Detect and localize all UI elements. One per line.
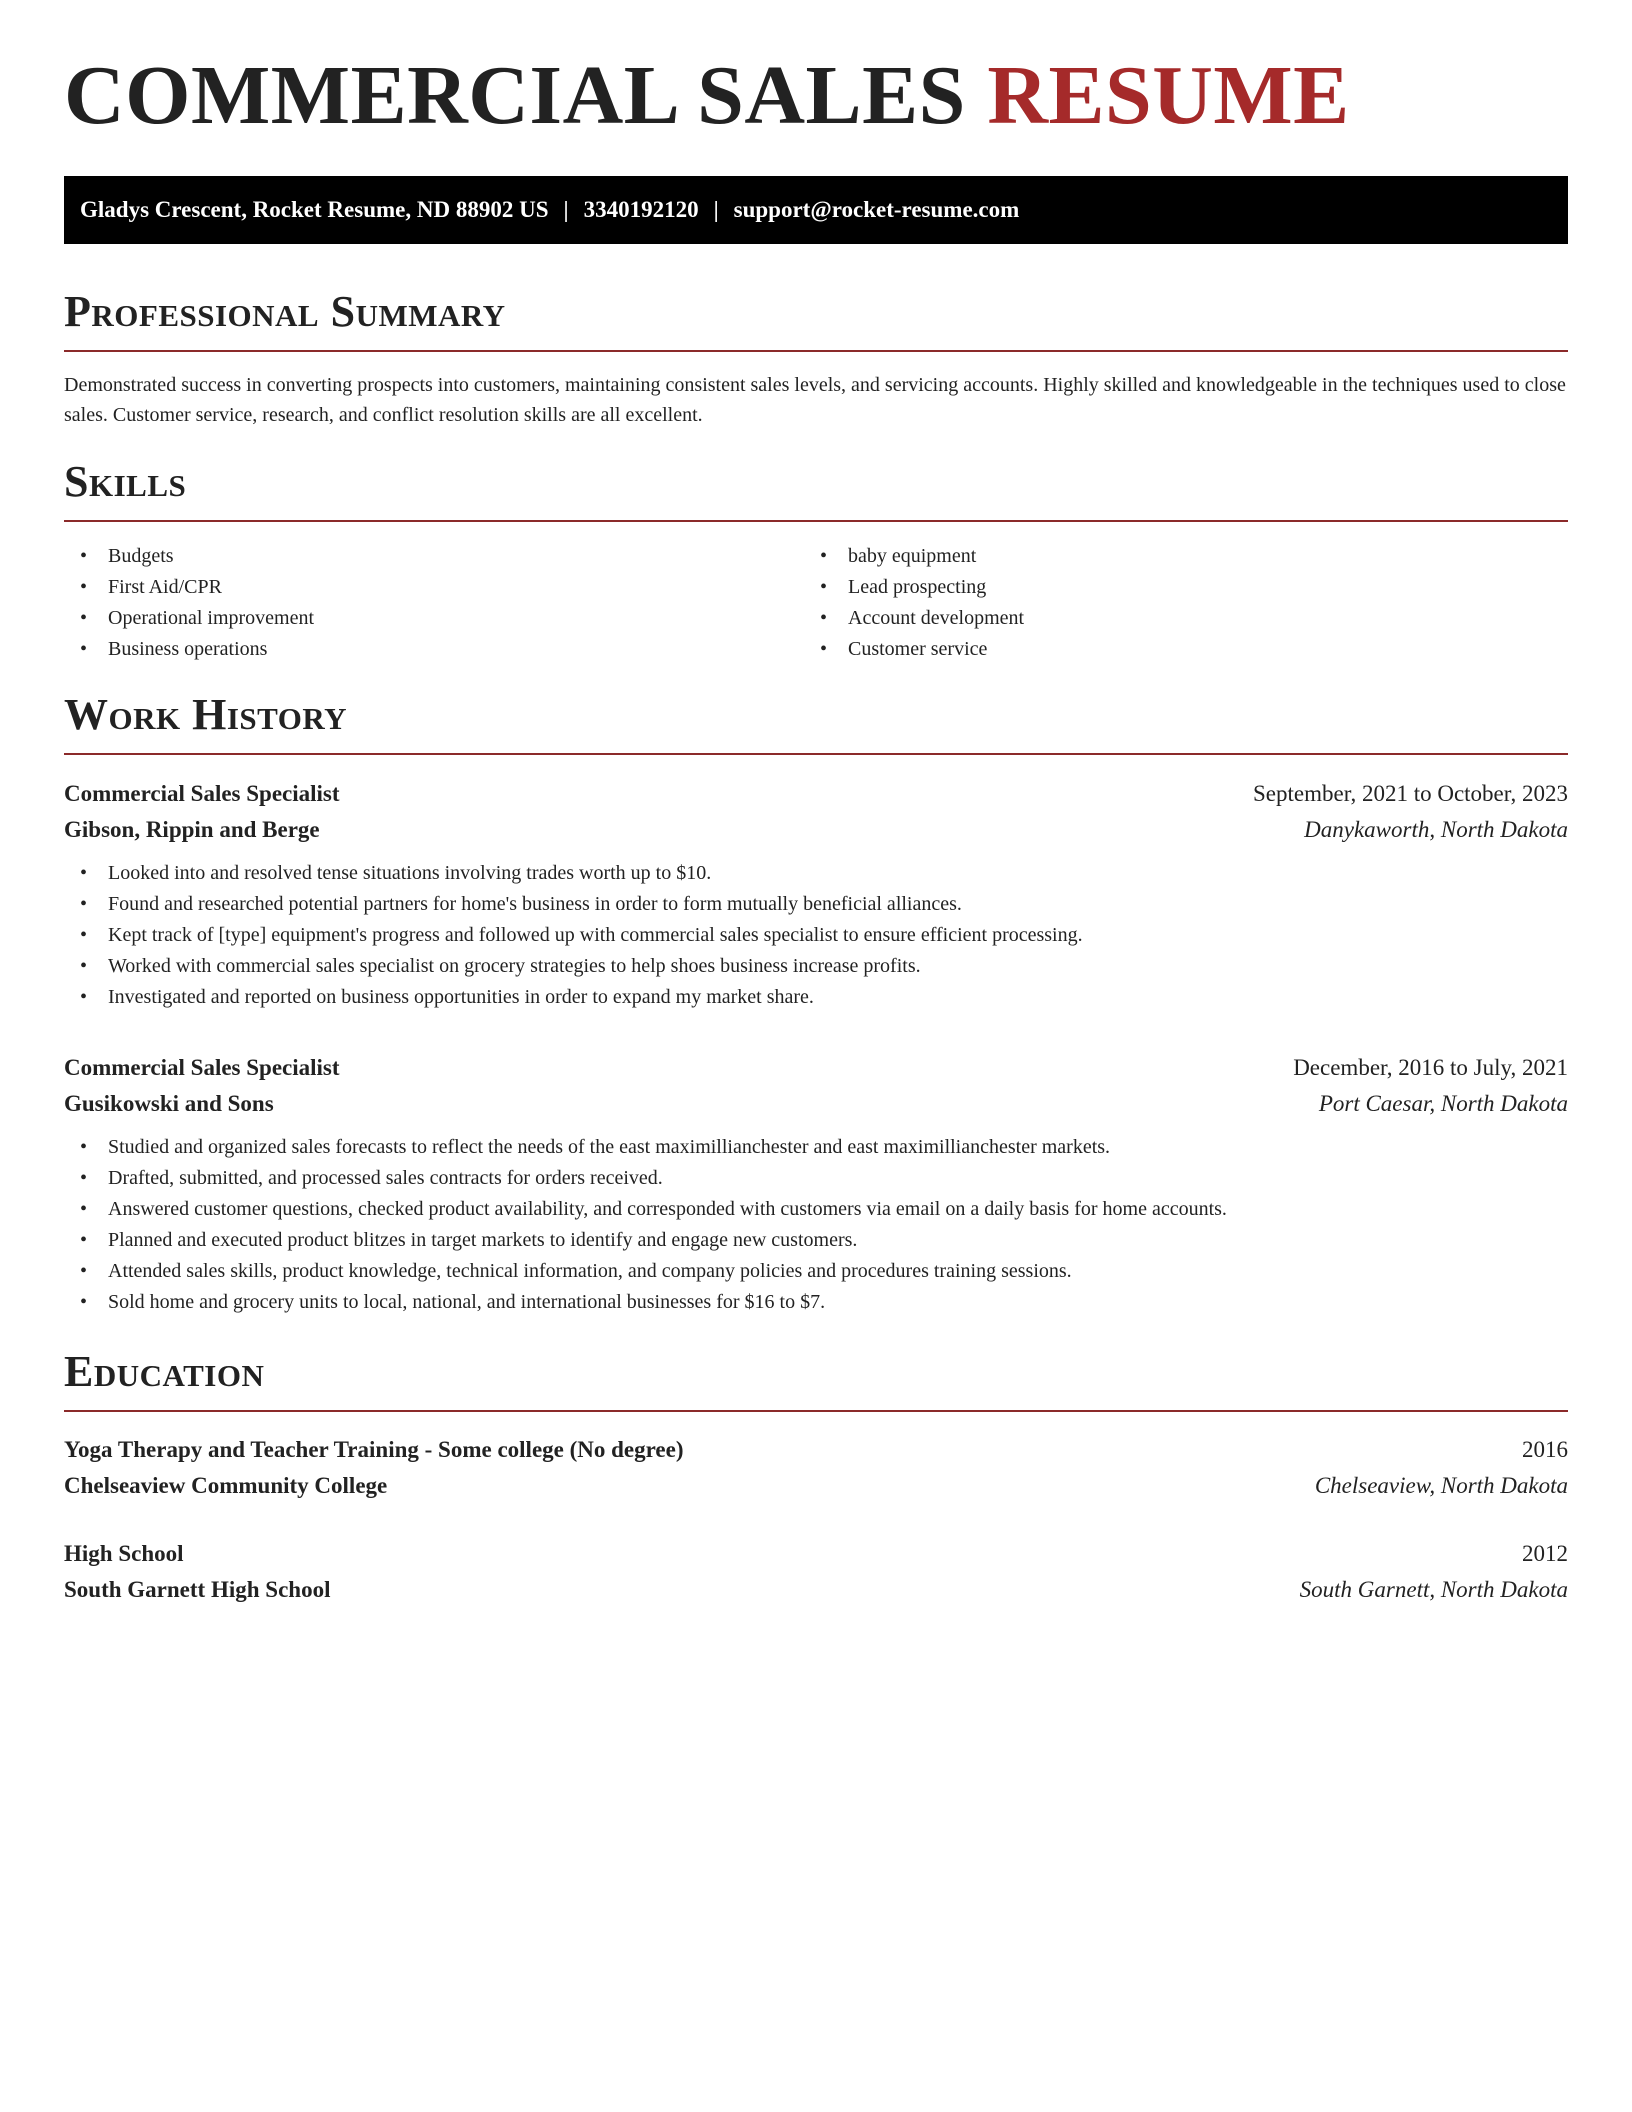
education-year: 2012: [1522, 1541, 1568, 1566]
job-bullet: • Planned and executed product blitzes in target markets to identify and engage new customers.: [64, 1225, 1568, 1256]
skill-item: • Operational improvement: [64, 603, 804, 634]
education-year: 2016: [1522, 1437, 1568, 1462]
job-bullet: • Sold home and grocery units to local, national, and international businesses for $16 to $7.: [64, 1287, 1568, 1318]
title-main: COMMERCIAL SALES: [64, 49, 966, 142]
education-entry-row: [64, 1432, 1568, 1468]
education-heading: Education: [64, 1347, 265, 1396]
company-name: Gibson, Rippin and Berge: [64, 817, 320, 842]
skills-list: [64, 541, 1568, 665]
education-entry-row: [64, 1468, 1568, 1504]
title-accent: RESUME: [987, 49, 1350, 142]
job-location: Port Caesar, North Dakota: [1318, 1091, 1568, 1116]
work-entry-row: [64, 812, 1568, 848]
degree-name: High School: [64, 1541, 184, 1566]
skill-item: • baby equipment: [804, 541, 1544, 572]
job-bullet: • Attended sales skills, product knowledge, technical information, and company policies and procedures training sessions.: [64, 1256, 1568, 1287]
job-bullet: • Kept track of [type] equipment's progress and followed up with commercial sales specialist to ensure efficient processing.: [64, 920, 1568, 951]
skill-item: • Account development: [804, 603, 1544, 634]
skill-item: • First Aid/CPR: [64, 572, 804, 603]
skills-section-header: [64, 457, 1568, 522]
job-bullet: • Found and researched potential partners for home's business in order to form mutually beneficial alliances.: [64, 889, 1568, 920]
job-bullet: • Drafted, submitted, and processed sales contracts for orders received.: [64, 1163, 1568, 1194]
skill-item: • Customer service: [804, 634, 1544, 665]
job-location: Danykaworth, North Dakota: [1304, 817, 1568, 842]
work-entry-row: [64, 776, 1568, 812]
job-bullets: [64, 858, 1568, 1013]
education-entry-row: [64, 1572, 1568, 1608]
work-entry: [64, 1050, 1568, 1318]
contact-address: Gladys Crescent, Rocket Resume, ND 88902 US: [80, 197, 549, 222]
job-bullets: [64, 1132, 1568, 1318]
job-bullet: • Worked with commercial sales specialist on grocery strategies to help shoes business increase profits.: [64, 951, 1568, 982]
skills-column-right: [804, 541, 1544, 665]
job-bullet: • Investigated and reported on business opportunities in order to expand my market share.: [64, 982, 1568, 1013]
school-location: South Garnett, North Dakota: [1299, 1577, 1568, 1602]
summary-section-header: [64, 287, 1568, 352]
summary-text: Demonstrated success in converting prospects into customers, maintaining consistent sales levels, and servicing accounts. Highly skilled and knowledgeable in the techniques used to close sales. Customer service, research, and conflict resolution skills are all excellent.: [64, 374, 1566, 426]
school-name: South Garnett High School: [64, 1577, 331, 1602]
skills-heading: Skills: [64, 457, 187, 506]
education-section-header: [64, 1347, 1568, 1412]
degree-name: Yoga Therapy and Teacher Training - Some college (No degree): [64, 1437, 684, 1462]
work-heading: Work History: [64, 690, 348, 739]
work-entry-row: [64, 1050, 1568, 1086]
skills-column-left: [64, 541, 804, 665]
job-title: Commercial Sales Specialist: [64, 781, 340, 806]
job-bullet: • Answered customer questions, checked product availability, and corresponded with customers via email on a daily basis for home accounts.: [64, 1194, 1568, 1225]
job-title: Commercial Sales Specialist: [64, 1055, 340, 1080]
contact-separator: |: [713, 197, 719, 222]
skill-item: • Business operations: [64, 634, 804, 665]
contact-bar: [64, 176, 1568, 244]
resume-title: [64, 49, 1350, 142]
summary-heading: Professional Summary: [64, 287, 506, 336]
skill-item: • Lead prospecting: [804, 572, 1544, 603]
education-entry-row: [64, 1536, 1568, 1572]
work-entry-row: [64, 1086, 1568, 1122]
contact-phone: 3340192120: [583, 197, 699, 222]
contact-email: support@rocket-resume.com: [733, 197, 1020, 222]
school-location: Chelseaview, North Dakota: [1314, 1473, 1568, 1498]
company-name: Gusikowski and Sons: [64, 1091, 274, 1116]
job-dates: December, 2016 to July, 2021: [1293, 1055, 1568, 1080]
job-dates: September, 2021 to October, 2023: [1253, 781, 1568, 806]
education-entry: [64, 1536, 1568, 1608]
work-section-header: [64, 690, 1568, 755]
contact-separator: |: [563, 197, 569, 222]
education-entry: [64, 1432, 1568, 1504]
job-bullet: • Studied and organized sales forecasts to reflect the needs of the east maximillianchester and east maximillianchester markets.: [64, 1132, 1568, 1163]
school-name: Chelseaview Community College: [64, 1473, 388, 1498]
work-entry: [64, 776, 1568, 1013]
skill-item: • Budgets: [64, 541, 804, 572]
job-bullet: • Looked into and resolved tense situations involving trades worth up to $10.: [64, 858, 1568, 889]
